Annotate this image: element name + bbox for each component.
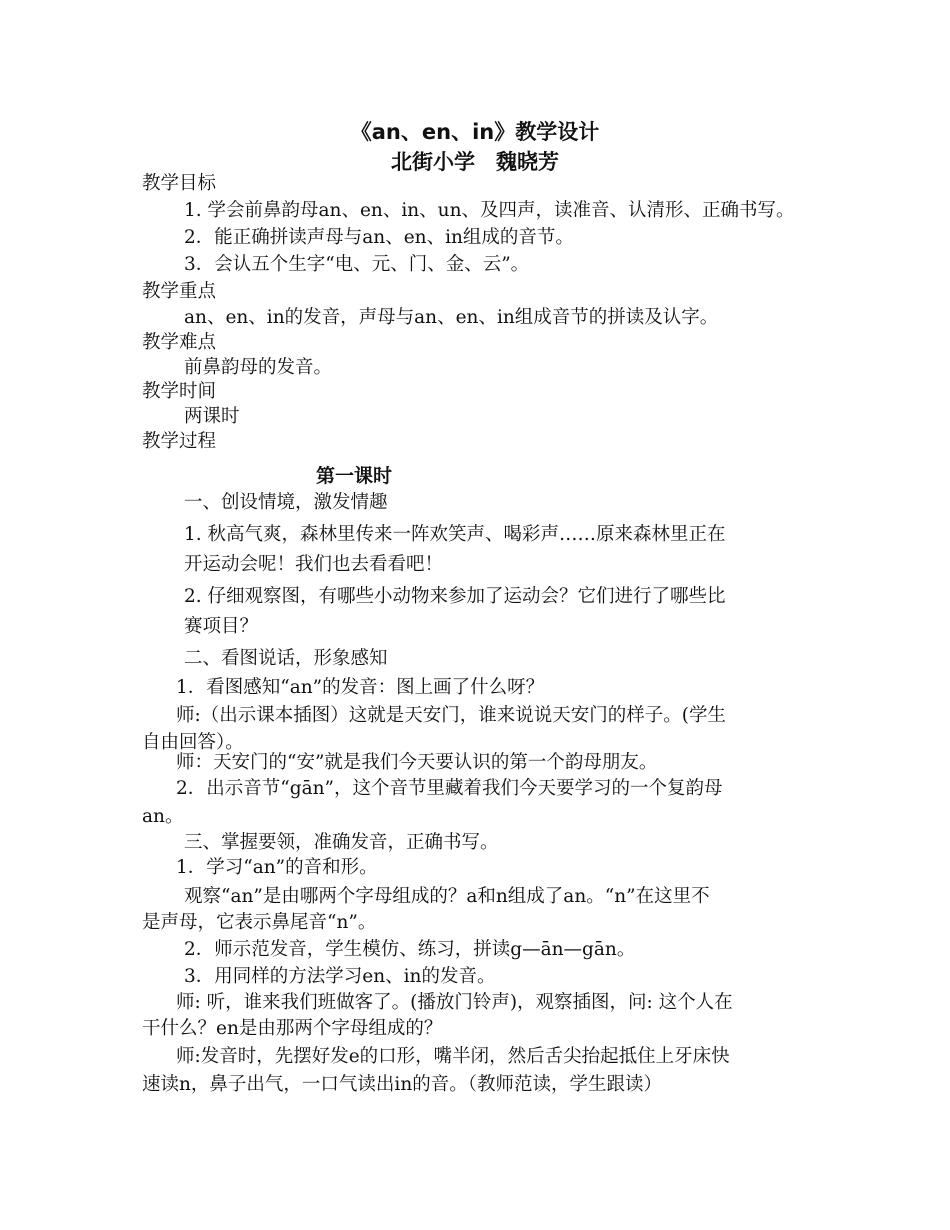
- time-text: 两课时: [184, 406, 240, 427]
- paragraph: 师: 听，谁来我们班做客了。(播放门铃声)，观察插图，问: 这个人在: [176, 992, 733, 1013]
- paragraph: 3．用同样的方法学习en、in的发音。: [184, 966, 496, 987]
- time-heading: 教学时间: [142, 381, 217, 402]
- paragraph: 观察“an”是由哪两个字母组成的？a和n组成了an。“n”在这里不: [184, 886, 710, 907]
- document-title: 《an、en、in》教学设计: [350, 120, 600, 144]
- process-heading: 教学过程: [142, 431, 217, 452]
- part2-heading: 二、看图说话，形象感知: [184, 648, 388, 669]
- paragraph: 2. 仔细观察图，有哪些小动物来参加了运动会？它们进行了哪些比: [184, 586, 726, 607]
- difficulty-heading: 教学难点: [142, 332, 217, 353]
- paragraph: 速读n，鼻子出气，一口气读出in的音。（教师范读，学生跟读）: [142, 1074, 662, 1095]
- document-author: 北街小学 魏晓芳: [391, 150, 559, 174]
- key-text: an、en、in的发音，声母与an、en、in组成音节的拼读及认字。: [184, 307, 719, 328]
- goals-heading: 教学目标: [142, 173, 217, 194]
- difficulty-text: 前鼻韵母的发音。: [184, 357, 333, 378]
- paragraph: an。: [142, 806, 184, 827]
- key-heading: 教学重点: [142, 281, 217, 302]
- paragraph: 开运动会呢！我们也去看看吧！: [184, 554, 444, 575]
- goal-item-2: 2．能正确拼读声母与an、en、in组成的音节。: [184, 227, 574, 248]
- paragraph: 2．师示范发音，学生模仿、练习，拼读g—ān—gān。: [184, 939, 636, 960]
- paragraph: 师：天安门的“安”就是我们今天要认识的第一个韵母朋友。: [176, 752, 658, 773]
- paragraph: 师:（出示课本插图）这就是天安门，谁来说说天安门的样子。(学生: [176, 705, 726, 726]
- goal-item-3: 3．会认五个生字“电、元、门、金、云”。: [184, 254, 530, 275]
- paragraph: 干什么？en是由那两个字母组成的？: [142, 1018, 443, 1039]
- part1-heading: 一、创设情境，激发情趣: [184, 492, 388, 513]
- paragraph: 2．出示音节“gān”，这个音节里藏着我们今天要学习的一个复韵母: [176, 778, 723, 799]
- paragraph: 自由回答）。: [142, 732, 244, 753]
- lesson-title: 第一课时: [316, 465, 393, 487]
- paragraph: 师:发音时，先摆好发e的口形，嘴半闭，然后舌尖抬起抵住上牙床快: [176, 1046, 730, 1067]
- goal-item-1: 1. 学会前鼻韵母an、en、in、un、及四声，读准音、认清形、正确书写。: [184, 200, 795, 221]
- paragraph: 赛项目？: [184, 616, 259, 637]
- paragraph: 1. 秋高气爽，森林里传来一阵欢笑声、喝彩声……原来森林里正在: [184, 524, 726, 545]
- paragraph: 是声母，它表示鼻尾音“n”。: [142, 912, 377, 933]
- part3-heading: 三、掌握要领，准确发音，正确书写。: [184, 832, 499, 853]
- paragraph: 1．看图感知“an”的发音：图上画了什么呀？: [176, 677, 545, 698]
- paragraph: 1．学习“an”的音和形。: [176, 857, 378, 878]
